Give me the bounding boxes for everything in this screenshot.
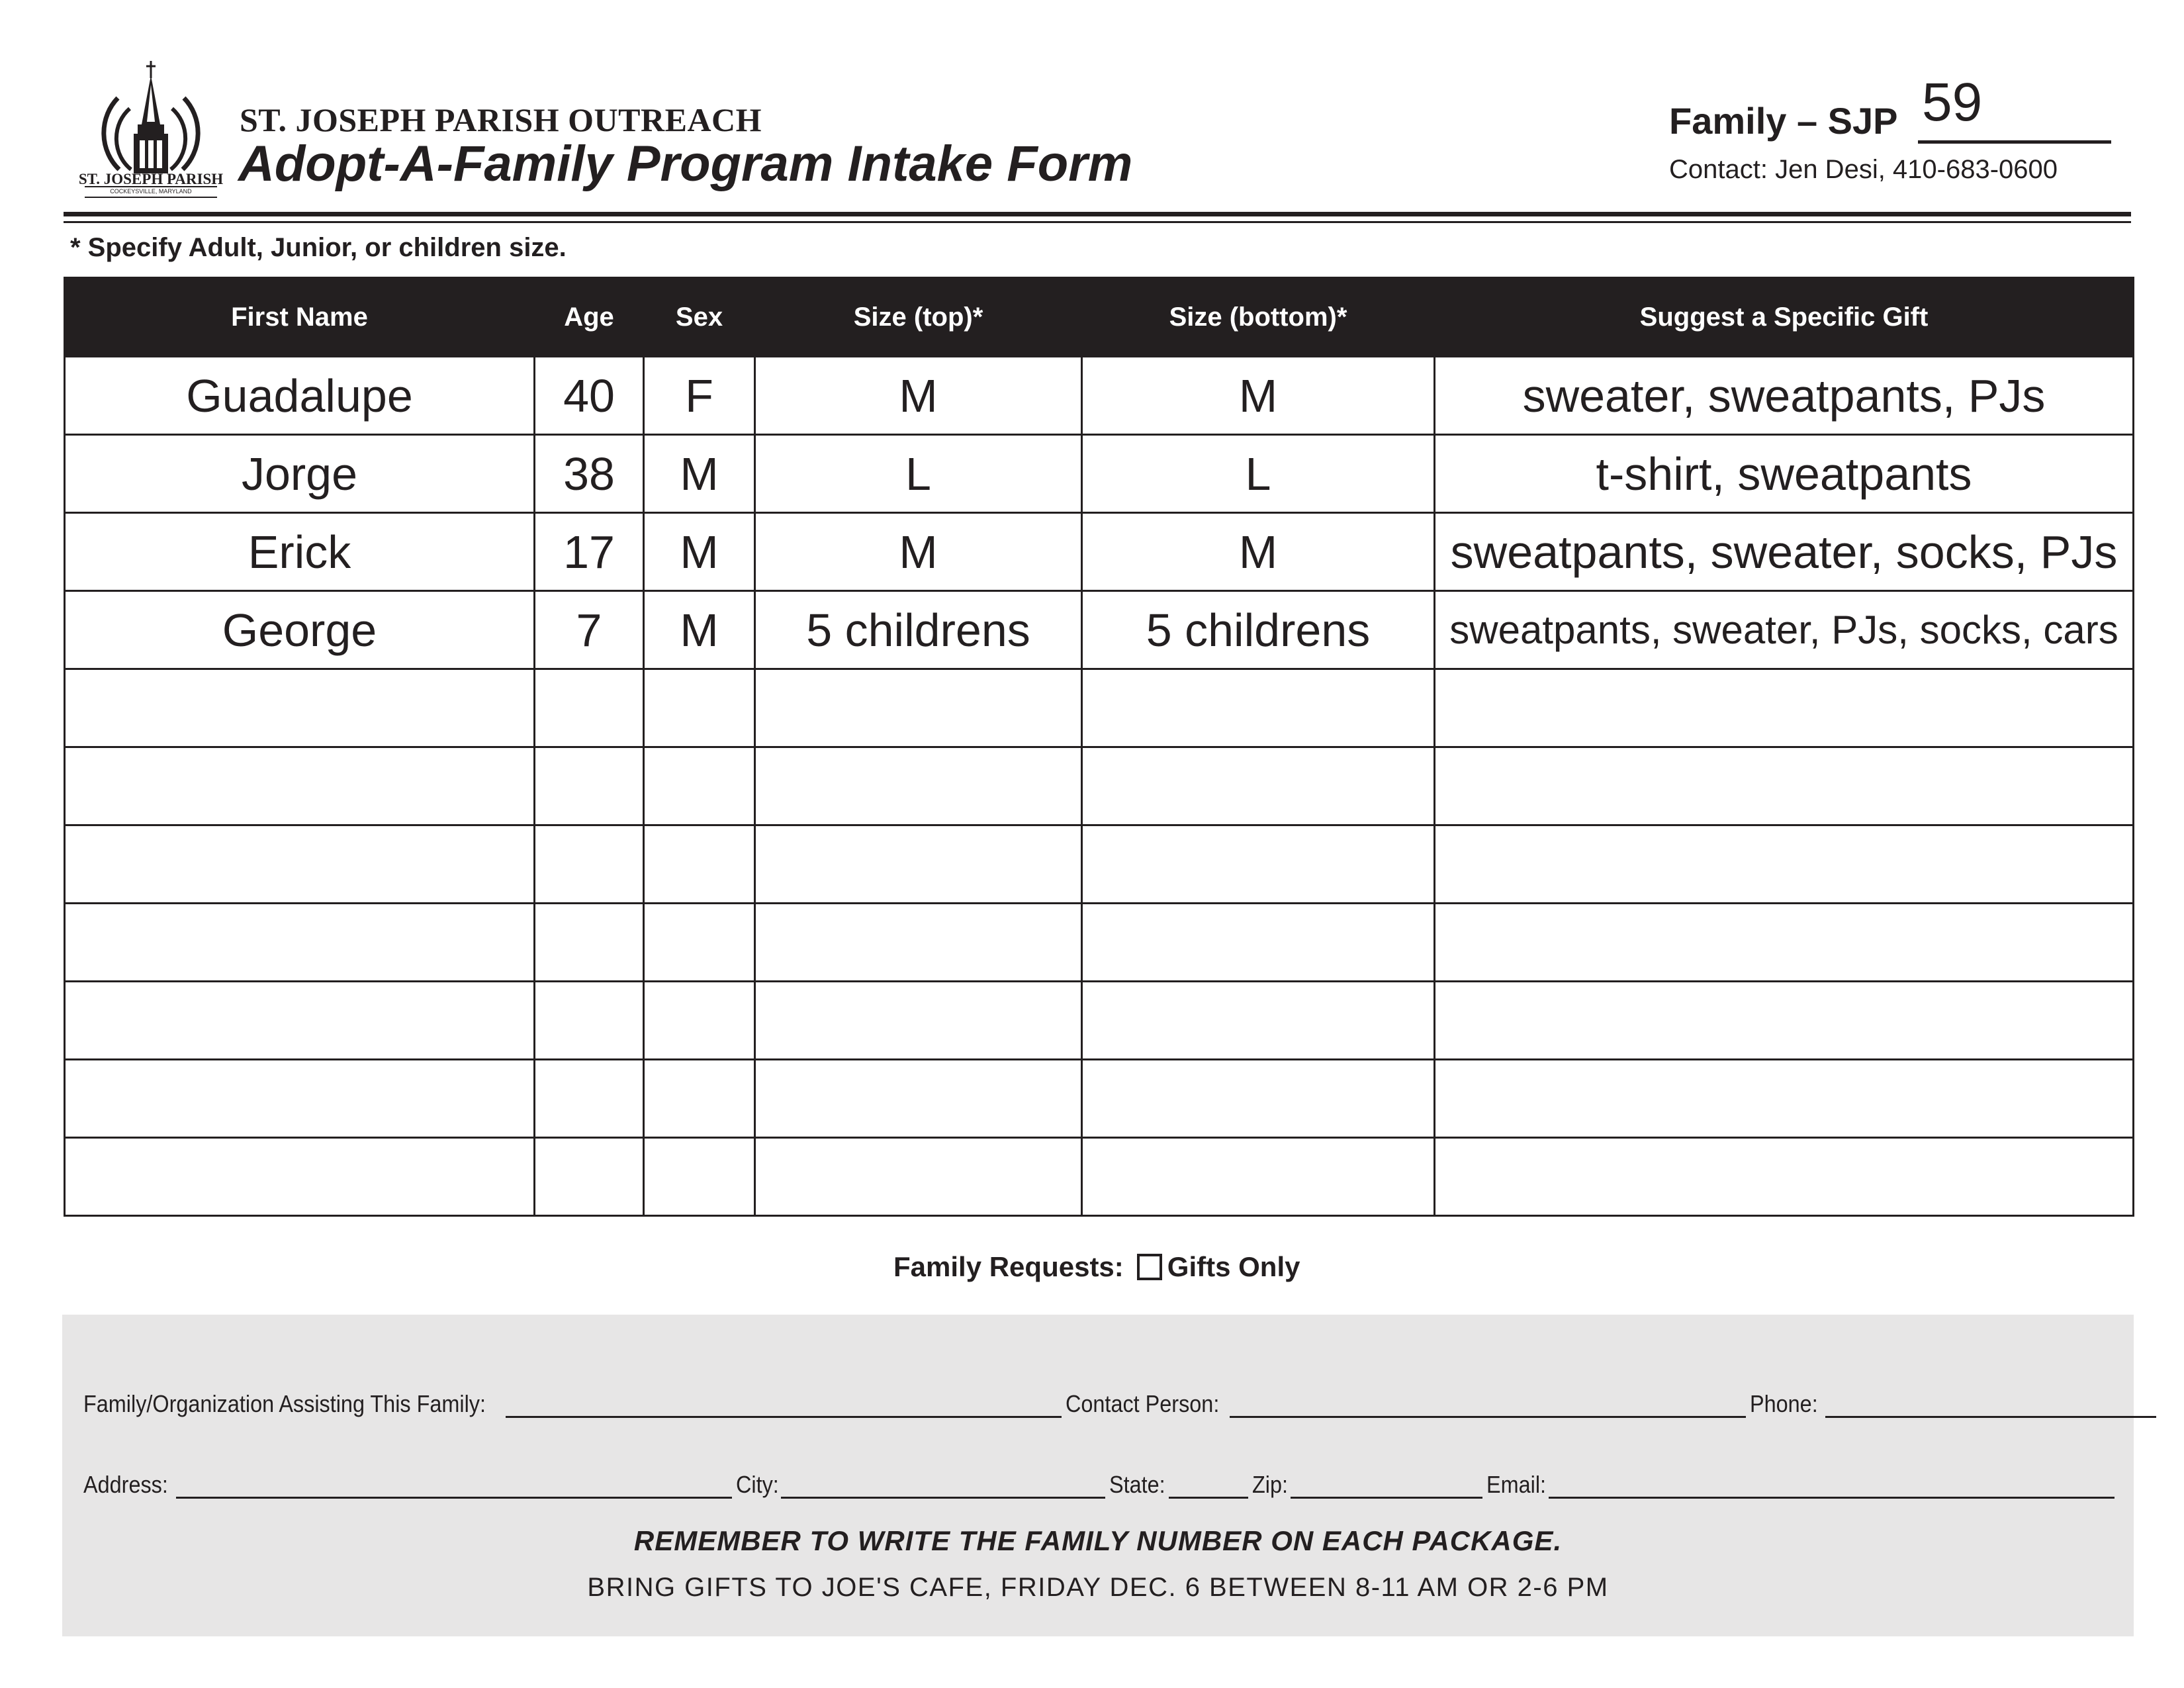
cell-size-top[interactable]: M bbox=[755, 513, 1082, 591]
assisting-family-section bbox=[62, 1315, 2134, 1636]
table-header-row bbox=[65, 278, 2134, 357]
cell-size-bottom[interactable]: 5 childrens bbox=[1082, 591, 1435, 669]
cell-age[interactable] bbox=[535, 904, 644, 982]
cell-first-name[interactable] bbox=[65, 747, 535, 825]
cell-sex[interactable]: M bbox=[644, 435, 755, 513]
cell-sex[interactable] bbox=[644, 669, 755, 747]
cell-gift[interactable]: sweatpants, sweater, PJs, socks, cars bbox=[1435, 591, 2134, 669]
cell-first-name[interactable]: Erick bbox=[65, 513, 535, 591]
cell-size-bottom[interactable]: L bbox=[1082, 435, 1435, 513]
cell-first-name[interactable]: Jorge bbox=[65, 435, 535, 513]
cell-age[interactable] bbox=[535, 669, 644, 747]
table-row bbox=[65, 825, 2134, 904]
cell-gift[interactable] bbox=[1435, 825, 2134, 904]
cell-size-bottom[interactable] bbox=[1082, 1060, 1435, 1138]
contact-person-field[interactable] bbox=[1230, 1396, 1746, 1418]
cell-sex[interactable] bbox=[644, 904, 755, 982]
cell-first-name[interactable] bbox=[65, 904, 535, 982]
state-field[interactable] bbox=[1169, 1477, 1248, 1499]
cell-size-top[interactable] bbox=[755, 747, 1082, 825]
cell-first-name[interactable] bbox=[65, 825, 535, 904]
address-field[interactable] bbox=[176, 1477, 732, 1499]
cell-gift[interactable] bbox=[1435, 747, 2134, 825]
cell-size-bottom[interactable] bbox=[1082, 982, 1435, 1060]
cell-first-name[interactable]: Guadalupe bbox=[65, 357, 535, 435]
table-row bbox=[65, 904, 2134, 982]
city-label: City: bbox=[736, 1471, 779, 1498]
cell-gift[interactable]: sweatpants, sweater, socks, PJs bbox=[1435, 513, 2134, 591]
cell-size-bottom[interactable] bbox=[1082, 669, 1435, 747]
family-number-line bbox=[1918, 140, 2111, 144]
assisting-field[interactable] bbox=[506, 1396, 1062, 1418]
cell-size-bottom[interactable] bbox=[1082, 904, 1435, 982]
cell-first-name[interactable] bbox=[65, 1138, 535, 1216]
cell-gift[interactable]: t-shirt, sweatpants bbox=[1435, 435, 2134, 513]
cell-first-name[interactable] bbox=[65, 982, 535, 1060]
cell-size-top[interactable]: L bbox=[755, 435, 1082, 513]
table-row bbox=[65, 591, 2134, 669]
cell-gift[interactable] bbox=[1435, 1138, 2134, 1216]
organization-name: ST. JOSEPH PARISH OUTREACH bbox=[240, 101, 762, 138]
cell-gift[interactable] bbox=[1435, 669, 2134, 747]
cell-age[interactable] bbox=[535, 1138, 644, 1216]
cell-age[interactable] bbox=[535, 747, 644, 825]
parish-logo bbox=[78, 58, 224, 200]
cell-size-top[interactable]: M bbox=[755, 357, 1082, 435]
cell-first-name[interactable] bbox=[65, 1060, 535, 1138]
zip-field[interactable] bbox=[1291, 1477, 1482, 1499]
cell-sex[interactable] bbox=[644, 825, 755, 904]
email-field[interactable] bbox=[1549, 1477, 2115, 1499]
header-gift: Suggest a Specific Gift bbox=[1435, 278, 2134, 357]
header-sex: Sex bbox=[644, 278, 755, 357]
reminder-text: REMEMBER TO WRITE THE FAMILY NUMBER ON EACH PACKAGE. bbox=[633, 1525, 1563, 1556]
zip-label: Zip: bbox=[1252, 1471, 1289, 1498]
cell-size-bottom[interactable] bbox=[1082, 825, 1435, 904]
cell-sex[interactable]: M bbox=[644, 591, 755, 669]
cell-gift[interactable] bbox=[1435, 1060, 2134, 1138]
dropoff-instructions: BRING GIFTS TO JOE'S CAFE, FRIDAY DEC. 6 BETWEEN 8-11 AM OR 2-6 PM bbox=[587, 1573, 1609, 1602]
assisting-row bbox=[83, 1390, 2160, 1418]
cell-age[interactable] bbox=[535, 1060, 644, 1138]
family-number-field[interactable]: 59 bbox=[1922, 72, 1983, 132]
cell-size-top[interactable] bbox=[755, 825, 1082, 904]
cell-sex[interactable] bbox=[644, 747, 755, 825]
contact-info: Contact: Jen Desi, 410-683-0600 bbox=[1669, 155, 2058, 184]
cell-size-bottom[interactable]: M bbox=[1082, 357, 1435, 435]
contact-person-label: Contact Person: bbox=[1065, 1390, 1219, 1417]
table-row bbox=[65, 982, 2134, 1060]
logo-subtext: COCKEYSVILLE, MARYLAND bbox=[110, 188, 192, 195]
cell-age[interactable] bbox=[535, 825, 644, 904]
header-divider bbox=[64, 212, 2131, 216]
family-members-table bbox=[64, 277, 2134, 1217]
family-requests-label: Family Requests: bbox=[893, 1251, 1124, 1282]
gifts-only-label: Gifts Only bbox=[1167, 1251, 1300, 1282]
address-row bbox=[83, 1471, 2118, 1499]
cell-size-top[interactable] bbox=[755, 904, 1082, 982]
table-row bbox=[65, 357, 2134, 435]
city-field[interactable] bbox=[781, 1477, 1105, 1499]
cell-size-bottom[interactable] bbox=[1082, 1138, 1435, 1216]
table-row bbox=[65, 1060, 2134, 1138]
gifts-only-checkbox[interactable] bbox=[1137, 1254, 1162, 1280]
header-age: Age bbox=[535, 278, 644, 357]
email-label: Email: bbox=[1486, 1471, 1547, 1498]
cell-gift[interactable] bbox=[1435, 982, 2134, 1060]
cell-age[interactable] bbox=[535, 982, 644, 1060]
cell-size-top[interactable] bbox=[755, 1138, 1082, 1216]
table-row bbox=[65, 1138, 2134, 1216]
cell-size-top[interactable]: 5 childrens bbox=[755, 591, 1082, 669]
phone-field[interactable] bbox=[1825, 1396, 2156, 1418]
cell-age[interactable]: 17 bbox=[535, 513, 644, 591]
table-row bbox=[65, 513, 2134, 591]
cell-size-top[interactable] bbox=[755, 669, 1082, 747]
assisting-label: Family/Organization Assisting This Family: bbox=[83, 1390, 486, 1417]
cell-size-top[interactable] bbox=[755, 1060, 1082, 1138]
family-requests bbox=[893, 1251, 1300, 1283]
cell-size-bottom[interactable]: M bbox=[1082, 513, 1435, 591]
cell-size-bottom[interactable] bbox=[1082, 747, 1435, 825]
cell-age[interactable]: 38 bbox=[535, 435, 644, 513]
header-size-bottom: Size (bottom)* bbox=[1082, 278, 1435, 357]
cell-sex[interactable] bbox=[644, 1060, 755, 1138]
family-label: Family – SJP bbox=[1669, 100, 1898, 142]
cell-sex[interactable] bbox=[644, 982, 755, 1060]
cell-gift[interactable]: sweater, sweatpants, PJs bbox=[1435, 357, 2134, 435]
header-divider-thin bbox=[64, 221, 2131, 223]
cell-sex[interactable]: F bbox=[644, 357, 755, 435]
address-label: Address: bbox=[83, 1471, 168, 1498]
cell-sex[interactable] bbox=[644, 1138, 755, 1216]
header-first-name: First Name bbox=[65, 278, 535, 357]
phone-label: Phone: bbox=[1749, 1390, 1818, 1417]
cell-sex[interactable]: M bbox=[644, 513, 755, 591]
table-row bbox=[65, 747, 2134, 825]
cell-gift[interactable] bbox=[1435, 904, 2134, 982]
table-row bbox=[65, 435, 2134, 513]
cell-age[interactable]: 7 bbox=[535, 591, 644, 669]
cell-first-name[interactable] bbox=[65, 669, 535, 747]
state-label: State: bbox=[1109, 1471, 1165, 1498]
header-size-top: Size (top)* bbox=[755, 278, 1082, 357]
cell-size-top[interactable] bbox=[755, 982, 1082, 1060]
table-row bbox=[65, 669, 2134, 747]
cell-age[interactable]: 40 bbox=[535, 357, 644, 435]
size-note: * Specify Adult, Junior, or children size. bbox=[70, 233, 567, 262]
logo-text: ST. JOSEPH PARISH bbox=[78, 171, 224, 187]
page-title: Adopt-A-Family Program Intake Form bbox=[238, 136, 1133, 192]
cell-first-name[interactable]: George bbox=[65, 591, 535, 669]
